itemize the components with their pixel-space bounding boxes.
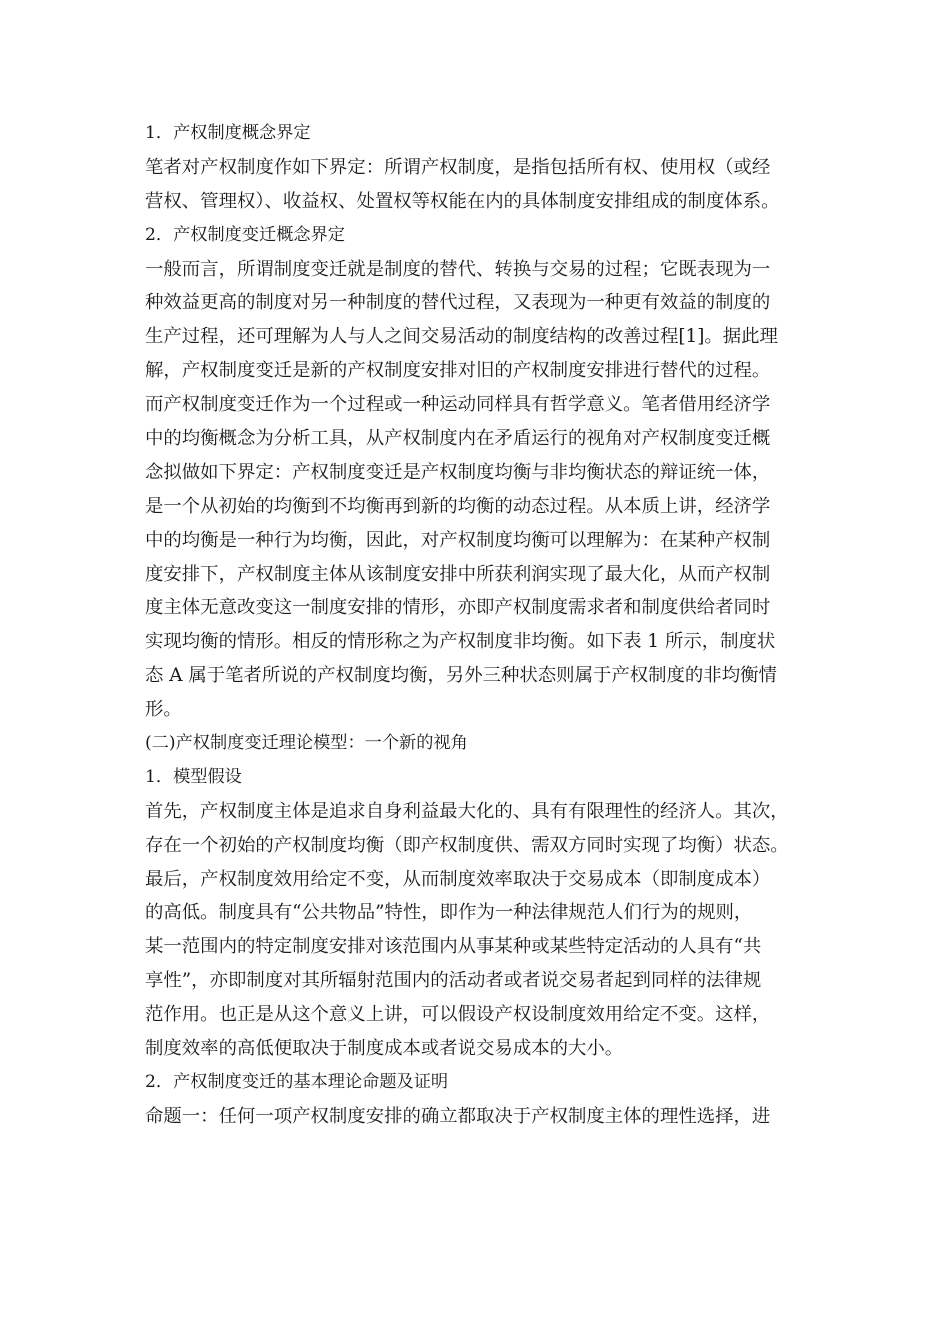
section-heading: (二)产权制度变迁理论模型：一个新的视角: [145, 733, 468, 754]
paragraph-line: 生产过程，还可理解为人与人之间交易活动的制度结构的改善过程[1]。据此理: [145, 326, 778, 348]
paragraph-line: 中的均衡概念为分析工具，从产权制度内在矛盾运行的视角对产权制度变迁概: [145, 428, 771, 450]
paragraph-line: 实现均衡的情形。相反的情形称之为产权制度非均衡。如下表 1 所示，制度状: [145, 631, 776, 653]
section-heading: 1．模型假设: [145, 766, 242, 787]
paragraph-line: 种效益更高的制度对另一种制度的替代过程，又表现为一种更有效益的制度的: [145, 292, 771, 314]
paragraph-line: 度主体无意改变这一制度安排的情形，亦即产权制度需求者和制度供给者同时: [145, 597, 771, 619]
section-heading: 2．产权制度变迁的基本理论命题及证明: [145, 1071, 449, 1092]
section-heading: 2．产权制度变迁概念界定: [145, 224, 345, 245]
paragraph-line: 制度效率的高低便取决于制度成本或者说交易成本的大小。: [145, 1038, 624, 1060]
paragraph-line: 一般而言，所谓制度变迁就是制度的替代、转换与交易的过程；它既表现为一: [145, 258, 771, 280]
paragraph-line: 念拟做如下界定：产权制度变迁是产权制度均衡与非均衡状态的辩证统一体，: [145, 461, 771, 483]
paragraph-line: 首先，产权制度主体是追求自身利益最大化的、具有有限理性的经济人。其次，: [145, 800, 789, 822]
paragraph-line: 某一范围内的特定制度安排对该范围内从事某种或某些特定活动的人具有“共: [145, 936, 762, 958]
paragraph-line: 范作用。也正是从这个意义上讲，可以假设产权设制度效用给定不变。这样，: [145, 1004, 771, 1026]
paragraph-line: 笔者对产权制度作如下界定：所谓产权制度，是指包括所有权、使用权（或经: [145, 156, 771, 178]
paragraph-line: 度安排下，产权制度主体从该制度安排中所获利润实现了最大化，从而产权制: [145, 563, 771, 585]
paragraph-line: 形。: [145, 699, 182, 721]
paragraph-line: 态 A 属于笔者所说的产权制度均衡，另外三种状态则属于产权制度的非均衡情: [145, 665, 777, 687]
paragraph-line: 的高低。制度具有“公共物品”特性，即作为一种法律规范人们行为的规则，: [145, 902, 753, 924]
paragraph-line: 是一个从初始的均衡到不均衡再到新的均衡的动态过程。从本质上讲，经济学: [145, 495, 771, 517]
paragraph-line: 中的均衡是一种行为均衡，因此，对产权制度均衡可以理解为：在某种产权制: [145, 529, 771, 551]
paragraph-line: 最后，产权制度效用给定不变，从而制度效率取决于交易成本（即制度成本）: [145, 868, 771, 890]
paragraph-line: 享性”，亦即制度对其所辐射范围内的活动者或者说交易者起到同样的法律规: [145, 970, 762, 992]
section-heading: 1．产权制度概念界定: [145, 123, 311, 143]
paragraph-line: 解，产权制度变迁是新的产权制度安排对旧的产权制度安排进行替代的过程。: [145, 360, 771, 382]
paragraph-line: 命题一：任何一项产权制度安排的确立都取决于产权制度主体的理性选择，进: [145, 1105, 771, 1127]
paragraph-line: 营权、管理权）、收益权、处置权等权能在内的具体制度安排组成的制度体系。: [145, 190, 780, 212]
document-body: [145, 117, 825, 1134]
paragraph-line: 而产权制度变迁作为一个过程或一种运动同样具有哲学意义。笔者借用经济学: [145, 394, 771, 416]
paragraph-line: 存在一个初始的产权制度均衡（即产权制度供、需双方同时实现了均衡）状态。: [145, 834, 789, 856]
